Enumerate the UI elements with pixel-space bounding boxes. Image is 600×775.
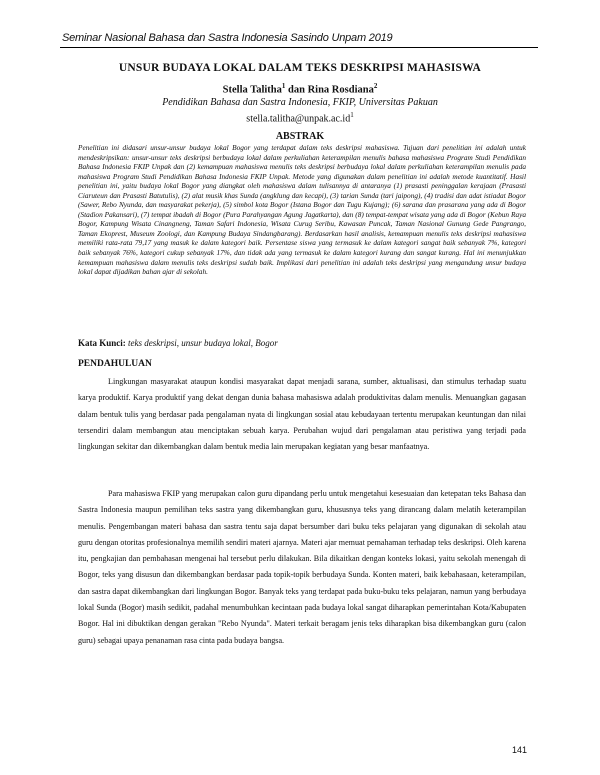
author-conjunction: dan <box>285 84 308 96</box>
affiliation-text: Pendidikan Bahasa dan Sastra Indonesia, FKIP, Universitas Pakuan <box>162 97 438 108</box>
page-number: 141 <box>512 745 528 755</box>
paper-title: UNSUR BUDAYA LOKAL DALAM TEKS DESKRIPSI MAHASISWA <box>118 62 482 74</box>
section-heading: PENDAHULUAN <box>78 359 152 369</box>
author-2-sup: 2 <box>373 82 378 90</box>
abstract-text: Penelitian ini didasari unsur-unsur budaya lokal Bogor yang terdapat dalam teks deskripsi mahasiswa. Tujuan dari penelitian ini adalah untuk mendeskripsikan: unsur-unsur teks deskripsi berbudaya lokal dalam perkuliahan keterampilan menulis bahasa mahasiswa Program Studi Pendidikan Bahasa Indonesia FKIP Unpak dan (2) kemampuan mahasiswa menulis teks deskripsi berbudaya lokal dalam perkuliahan keterampilan menulis pada mahasiswa Program Studi Pendidikan Bahasa Indonesia FKIP Unpak. Metode yang digunakan dalam penelitian ini adalah metode kuantitatif. Hasil penelitian ini, yaitu budaya lokal Bogor yang diangkat oleh mahasiswa dalam tulisannya di antaranya (1) prasasti peninggalan kerajaan (Prasasti Ciaruteun dan Prasasti Batutulis), (2) alat musik khas Sunda (angklung dan kecapi), (3) tarian Sunda (tari jaipong), (4) tradisi dan adat istiadat Bogor (Sawer, Rebo Nyunda, dan masyarakat pekerja), (5) simbol kota Bogor (Istana Bogor dan Tugu Kujang); (6) sarana dan prasarana yang ada di Bogor (Stadion Pakansari), (7) tempat ibadah di Bogor (Pura Parahyangan Agung Jagatkarta), dan (8) tempat-tempat wisata yang ada di Bogor (Kebun Raya Bogor, Kampung Wisata Cinangneng, Taman Safari Indonesia, Wisata Curug Seribu, Kawasan Puncak, Taman Nasional Gunung Gede Pangrango, Taman Ekoprest, Museum Zoologi, dan Kampung Budaya Sindangbarang). Berdasarkan hasil analisis, kemampuan menulis teks deskripsi mahasiswa memiliki rata-rata 79,17 yang masuk ke dalam kategori baik. Persentase siswa yang termasuk ke dalam kategori sangat baik sebanyak 7%, kategori baik sebanyak 76%, kategori cukup sebanyak 17%, dan tidak ada yang termasuk ke dalam kategori kurang dan sangat kurang. Hal ini menunjukkan kemampuan mahasiswa dalam menulis teks deskripsi sudah baik. Implikasi dari penelitian ini adalah teks deskripsi yang mengandung unsur budaya lokal dapat dijadikan bahan ajar di sekolah. <box>78 143 526 277</box>
keywords-text: teks deskripsi, unsur budaya lokal, Bogor <box>125 338 278 348</box>
header-rule <box>60 47 538 48</box>
author-1: Stella Talitha <box>222 84 282 96</box>
body-paragraph-2: Para mahasiswa FKIP yang merupakan calon guru dipandang perlu untuk mengetahui kesesuaian dan ketepatan teks Bahasa dan Sastra Indonesia maupun pemilihan teks sastra yang dikembangkan guru, khususnya teks yang dirancang dalam melatih keterampilan menulis. Pengembangan materi bahasa dan sastra tentu saja dapat bersumber dari buku teks pelajaran yang digunakan di sekolah atau guru dengan otoritas profesionalnya memilih sendiri materi ajarnya. Materi ajar memuat pemahaman terhadap teks deskripsi. Oleh karena itu, pengkajian dan pembahasan mengenai hal tersebut perlu dilakukan. Bila dikaitkan dengan konteks lokasi, yaitu sekolah menengah di Bogor, teks yang disusun dan dikembangkan berdasar pada topik-topik berbudaya Sunda. Konten materi, baik kebahasaan, keterampilan, dan sastra dapat dikembangkan dari lingkungan Bogor. Banyak teks yang terdapat pada buku-buku teks pelajaran, namun yang berbudaya lokal Sunda (Bogor) masih sedikit, padahal menumbuhkan kecintaan pada budaya lokal sangat diharapkan pemerintahan Kota/Kabupaten Bogor. Hal ini dibuktikan dengan gerakan "Rebo Nyunda". Materi terkait beragam jenis teks diharapkan bisa dikembangkan guru (calon guru) sebagai upaya penanaman rasa cinta pada budaya bangsa. <box>78 489 526 645</box>
keywords-label: Kata Kunci: <box>78 338 126 348</box>
email-sup: 1 <box>350 111 354 119</box>
author-line <box>60 82 540 96</box>
author-email <box>60 111 540 124</box>
email-text: stella.talitha@unpak.ac.id <box>246 113 351 125</box>
abstract-heading: ABSTRAK <box>275 131 325 142</box>
running-head: Seminar Nasional Bahasa dan Sastra Indonesia Sasindo Unpam 2019 <box>62 32 393 44</box>
body-paragraph-1: Lingkungan masyarakat ataupun kondisi masyarakat dapat menjadi sarana, sumber, aktualisasi, dan stimulus terhadap suatu karya produktif. Karya produktif yang dekat dengan dunia bahasa mahasiswa adalah produktivitas dalam menulis. Menuangkan gagasan dalam bentuk tulis yang berdasar pada pengalaman nyata di lingkungan sosial atau kebudayaan tertentu merupakan keuntungan dan nilai tersendiri dalam membangun atau menciptakan sebuah karya. Perubahan wujud dari pengalaman atau peristiwa yang terjadi pada lingkungan sekitar dan dikembangkan dalam bentuk media lain merupakan kegiatan yang besar manfaatnya. <box>78 377 526 452</box>
author-1-sup: 1 <box>281 82 286 90</box>
keywords <box>78 338 526 348</box>
author-2: Rina Rosdiana <box>307 84 374 96</box>
affiliation <box>60 97 540 108</box>
